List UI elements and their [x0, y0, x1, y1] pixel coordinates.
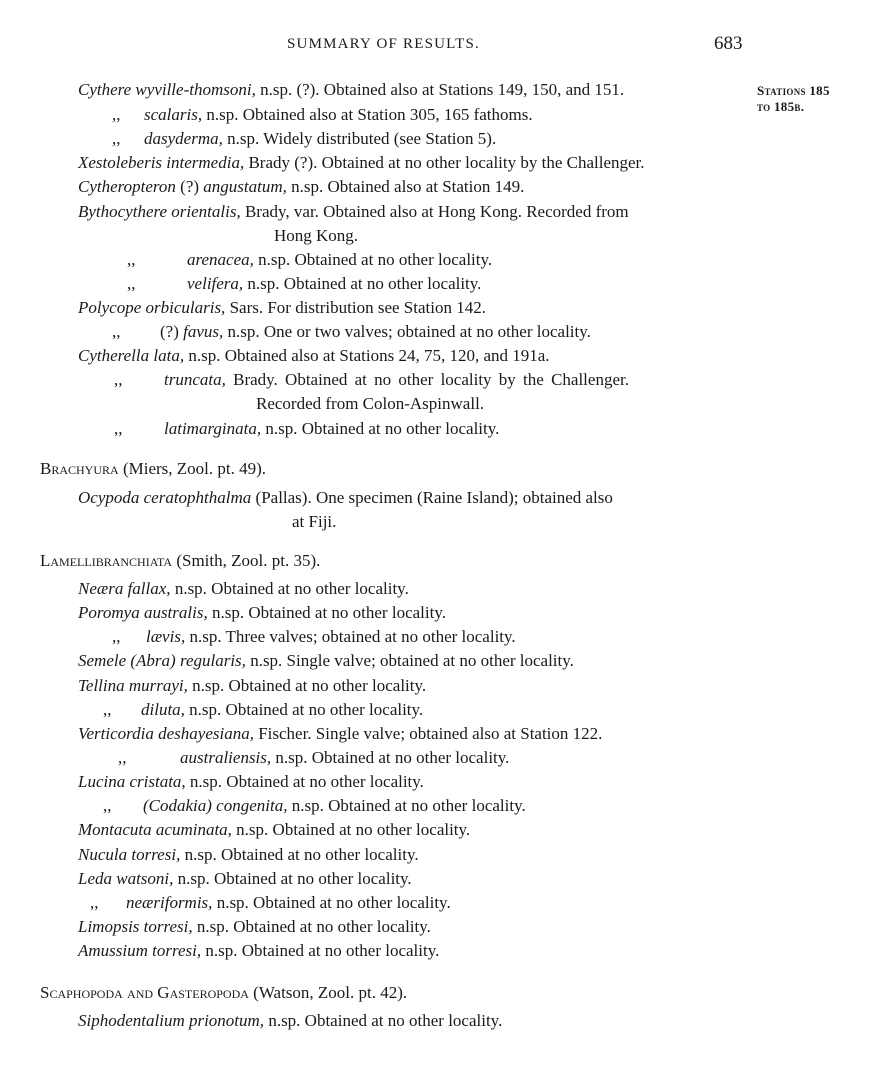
ditto-mark: ,, [127, 250, 136, 269]
species-name: Leda watsoni, [78, 869, 174, 888]
species-name: Polycope orbicularis, [78, 298, 226, 317]
species-entry [78, 940, 439, 962]
species-note: Brady (?). Obtained at no other locality by the Challenger. [248, 153, 645, 172]
species-note: n.sp. Three valves; obtained at no other locality. [189, 627, 516, 646]
species-name: velifera, [187, 274, 244, 293]
species-name: neæriformis, [126, 893, 213, 912]
running-head [0, 33, 880, 60]
species-entry [114, 369, 629, 391]
species-entry [78, 176, 524, 198]
species-entry [127, 249, 492, 271]
ditto-mark: ,, [103, 700, 112, 719]
species-name: truncata, [164, 370, 226, 389]
species-note: Fischer. Single valve; obtained also at Station 122. [258, 724, 603, 743]
margin-note-line-1: Stations 185 [757, 83, 830, 98]
species-entry [78, 345, 550, 367]
running-title: SUMMARY OF RESULTS. [287, 36, 480, 52]
margin-note-stations [757, 83, 867, 115]
species-entry [90, 892, 451, 914]
species-note: n.sp. Single valve; obtained at no other locality. [250, 651, 574, 670]
section-heading [40, 982, 407, 1004]
species-name: Nucula torresi, [78, 845, 181, 864]
section-heading [40, 550, 320, 572]
species-entry [78, 152, 645, 174]
ditto-mark: ,, [103, 796, 112, 815]
species-name: dasyderma, [144, 129, 223, 148]
species-entry [112, 104, 533, 126]
species-subgenus: (Abra) [130, 651, 176, 670]
species-name-epithet: angustatum, [203, 177, 287, 196]
species-name: Limopsis torresi, [78, 917, 193, 936]
species-entry [78, 201, 629, 223]
species-note: n.sp. Obtained at no other locality. [291, 796, 526, 815]
species-note-continuation: Recorded from Colon-Aspinwall. [256, 394, 485, 413]
species-qualifier: (?) [180, 177, 200, 196]
species-name: Tellina murrayi, [78, 676, 188, 695]
section-reference: (Watson, Zool. pt. 42). [253, 983, 408, 1002]
species-note: n.sp. Obtained at no other locality. [236, 820, 471, 839]
species-name: lævis, [146, 627, 186, 646]
species-entry [112, 321, 591, 343]
species-entry [78, 79, 624, 101]
species-entry [78, 844, 419, 866]
species-name: Neæra fallax, [78, 579, 171, 598]
species-name: Siphodentalium prionotum, [78, 1011, 265, 1030]
species-name: diluta, [141, 700, 185, 719]
species-note: Sars. For distribution see Station 142. [229, 298, 486, 317]
species-entry [78, 771, 424, 793]
species-note: n.sp. Obtained at no other locality. [247, 274, 482, 293]
species-note: n.sp. Obtained at no other locality. [258, 250, 493, 269]
margin-note-line-2: to 185b. [757, 99, 805, 114]
species-entry [103, 795, 526, 817]
species-entry [112, 128, 496, 150]
species-note: n.sp. Obtained at no other locality. [216, 893, 451, 912]
section-title: Brachyura [40, 459, 119, 478]
species-name: Cytheropteron [78, 177, 176, 196]
section-title: Scaphopoda and Gasteropoda [40, 983, 249, 1002]
species-note-continuation: Hong Kong. [274, 226, 359, 245]
species-entry [78, 578, 409, 600]
species-name: Verticordia deshayesiana, [78, 724, 254, 743]
species-name: Ocypoda ceratophthalma [78, 488, 252, 507]
species-note: n.sp. Obtained at no other locality. [275, 748, 510, 767]
species-note: n.sp. Obtained at no other locality. [205, 941, 440, 960]
species-entry [78, 297, 486, 319]
species-note: n.sp. Obtained at no other locality. [211, 603, 446, 622]
species-note: n.sp. Obtained at no other locality. [189, 700, 424, 719]
species-entry [78, 723, 602, 745]
ditto-mark: ,, [114, 419, 123, 438]
species-note: n.sp. Obtained at no other locality. [265, 419, 500, 438]
section-title: Lamellibranchiata [40, 551, 173, 570]
species-note: n.sp. Widely distributed (see Station 5). [227, 129, 497, 148]
ditto-mark: ,, [90, 893, 99, 912]
species-name: Lucina cristata, [78, 772, 186, 791]
species-name: (Codakia) congenita, [143, 796, 288, 815]
species-note: Brady, var. Obtained also at Hong Kong. Recorded from [244, 202, 629, 221]
ditto-mark: ,, [114, 370, 123, 389]
species-note: n.sp. Obtained at no other locality. [189, 772, 424, 791]
species-name: Xestoleberis intermedia, [78, 153, 245, 172]
species-note: n.sp. (?). Obtained also at Stations 149, 150, and 151. [260, 80, 625, 99]
species-entry [78, 650, 574, 672]
species-entry [78, 819, 470, 841]
section-reference: (Smith, Zool. pt. 35). [176, 551, 321, 570]
species-entry [78, 602, 446, 624]
species-entry [118, 747, 509, 769]
ditto-mark: ,, [112, 129, 121, 148]
species-note: Brady. Obtained at no other locality by the Challenger. [233, 370, 629, 389]
species-entry [78, 916, 431, 938]
species-entry [112, 626, 516, 648]
species-note: (Pallas). One specimen (Raine Island); obtained also [255, 488, 613, 507]
species-note: n.sp. Obtained at no other locality. [192, 676, 427, 695]
ditto-mark: ,, [112, 105, 121, 124]
species-name: Semele [78, 651, 127, 670]
species-note: n.sp. Obtained at no other locality. [177, 869, 412, 888]
species-name: Poromya australis, [78, 603, 208, 622]
species-name: Bythocythere orientalis, [78, 202, 241, 221]
ditto-mark: ,, [118, 748, 127, 767]
species-entry [127, 273, 481, 295]
species-entry [103, 699, 423, 721]
species-note: n.sp. Obtained at no other locality. [184, 845, 419, 864]
species-name: Montacuta acuminata, [78, 820, 232, 839]
species-note: n.sp. Obtained at no other locality. [196, 917, 431, 936]
species-note: n.sp. Obtained also at Station 305, 165 fathoms. [206, 105, 533, 124]
species-name: latimarginata, [164, 419, 262, 438]
species-name: australiensis, [180, 748, 272, 767]
section-heading [40, 458, 266, 480]
section-reference: (Miers, Zool. pt. 49). [122, 459, 267, 478]
species-note: n.sp. Obtained at no other locality. [268, 1011, 503, 1030]
species-entry [78, 868, 412, 890]
page-number: 683 [714, 33, 743, 54]
species-name-epithet: regularis, [179, 651, 246, 670]
species-name: Amussium torresi, [78, 941, 202, 960]
species-entry [78, 1010, 502, 1032]
species-entry [78, 487, 613, 509]
species-entry [114, 418, 499, 440]
species-note-continuation: at Fiji. [292, 512, 337, 531]
species-note: n.sp. Obtained also at Station 149. [291, 177, 525, 196]
species-entry [78, 675, 426, 697]
species-name: scalaris, [144, 105, 203, 124]
species-note: n.sp. Obtained at no other locality. [174, 579, 409, 598]
species-name: arenacea, [187, 250, 254, 269]
species-note: n.sp. Obtained also at Stations 24, 75, 120, and 191a. [188, 346, 550, 365]
ditto-mark: ,, [112, 322, 121, 341]
species-name: favus, [183, 322, 224, 341]
ditto-mark: ,, [112, 627, 121, 646]
species-name: Cytherella lata, [78, 346, 185, 365]
species-note: n.sp. One or two valves; obtained at no other locality. [227, 322, 591, 341]
species-name: Cythere wyville-thomsoni, [78, 80, 256, 99]
species-qualifier: (?) [160, 322, 179, 341]
ditto-mark: ,, [127, 274, 136, 293]
